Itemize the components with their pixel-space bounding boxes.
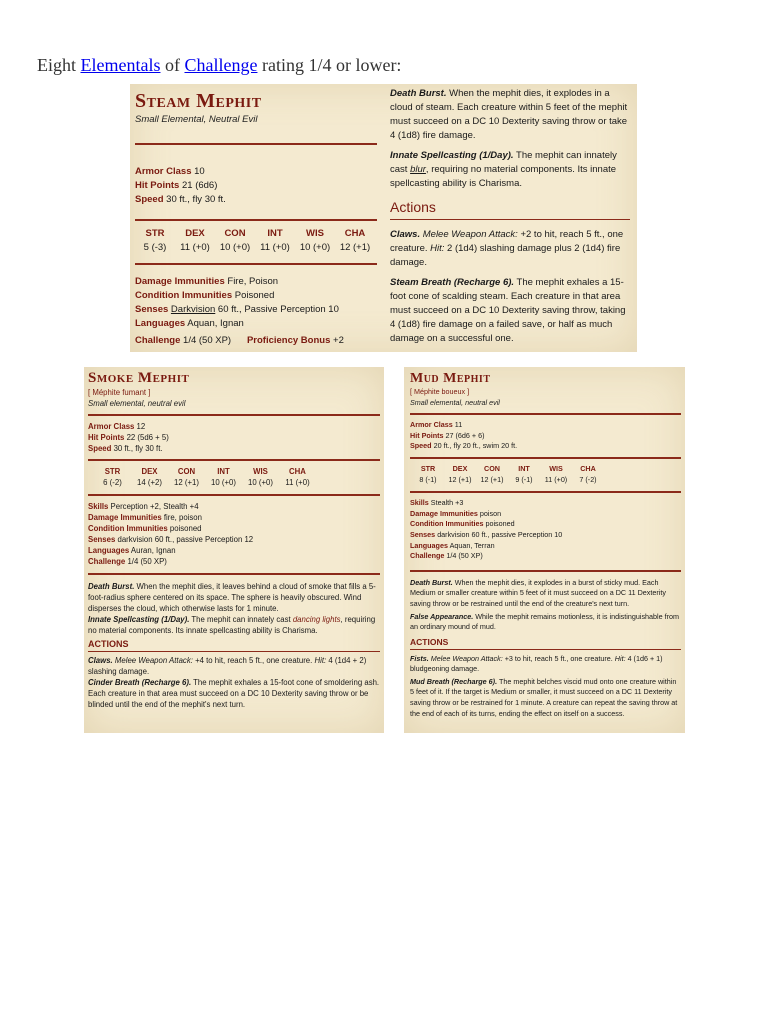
mud-actions-header: ACTIONS — [410, 636, 449, 647]
smoke-senses: Senses darkvision 60 ft., passive Perception 12 — [88, 535, 254, 544]
smoke-title: Smoke Mephit — [88, 370, 190, 386]
intro-mid: of — [164, 55, 180, 75]
mud-dmg-immunities: Damage Immunities poison — [410, 508, 502, 518]
steam-ac: Armor Class 10 — [135, 166, 205, 177]
steam-cha: CHA 12 (+1) — [339, 228, 371, 253]
mud-death-burst: Death Burst. When the mephit dies, it explodes in a burst of sticky mud. Each Medium or smaller creature within 5 feet of it must succeed on a DC 11 Dexterity saving throw or be restrained until the end of the creature's next turn. — [410, 577, 666, 608]
mud-senses: Senses darkvision 60 ft., passive Perception 10 — [410, 529, 563, 539]
steam-mephit-statblock — [130, 84, 637, 352]
steam-languages: Languages Aquan, Ignan — [135, 318, 244, 329]
mud-dex: DEX 12 (+1) — [448, 463, 472, 484]
smoke-divider-3 — [88, 494, 380, 496]
smoke-str: STR 6 (-2) — [103, 467, 122, 487]
steam-int: INT 11 (+0) — [260, 228, 290, 253]
steam-dmg-immunities: Damage Immunities Fire, Poison — [135, 276, 279, 287]
elementals-link[interactable]: Elementals — [80, 55, 161, 75]
steam-dex: DEX 11 (+0) — [180, 228, 210, 253]
steam-senses: Senses Darkvision 60 ft., Passive Perception 10 — [135, 304, 339, 315]
steam-hp: Hit Points 21 (6d6) — [135, 180, 218, 191]
steam-death-burst: Death Burst. When the mephit dies, it explodes in a cloud of steam. Each creature within 5 feet of the mephit must succeed on a DC 10 Dexterity saving throw or take 4 (1d8) fire damage. — [390, 88, 628, 141]
steam-innate: Innate Spellcasting (1/Day). The mephit can innately cast blur, requiring no material components. Its innate spellcasting ability is Charisma. — [390, 150, 617, 189]
smoke-mephit-statblock — [84, 367, 384, 733]
mud-abilities — [410, 464, 681, 485]
intro-prefix: Eight — [37, 55, 76, 75]
smoke-claws: Claws. Melee Weapon Attack: +4 to hit, reach 5 ft., one creature. Hit: 4 (1d4 + 2) slashing damage. — [88, 656, 367, 676]
smoke-speed: Speed 30 ft., fly 30 ft. — [88, 444, 163, 453]
smoke-skills: Skills Perception +2, Stealth +4 — [88, 502, 199, 511]
steam-str: STR 5 (-3) — [143, 228, 167, 253]
steam-actions-header: Actions — [390, 199, 436, 215]
smoke-hp: Hit Points 22 (5d6 + 5) — [88, 433, 169, 442]
mud-hp: Hit Points 27 (6d6 + 6) — [410, 430, 485, 440]
mud-ac: Armor Class 11 — [410, 420, 463, 430]
steam-actions-underline — [390, 219, 630, 220]
mud-fists: Fists. Melee Weapon Attack: +3 to hit, reach 5 ft., one creature. Hit: 4 (1d6 + 1) bludgeoning damage. — [410, 653, 663, 674]
mud-mephit-statblock — [404, 367, 685, 733]
mud-breath: Mud Breath (Recharge 6). The mephit belches viscid mud onto one creature within 5 feet of it. If the target is Medium or smaller, it must succeed on a DC 11 Dexterity saving throw or be restrained for 1 minute. A creature can repeat the saving throw at the end of each of its turns, ending the effect on itself on a success. — [410, 676, 678, 718]
smoke-dmg-immunities: Damage Immunities fire, poison — [88, 513, 202, 522]
smoke-abilities — [88, 466, 380, 488]
steam-divider-1 — [135, 143, 377, 145]
mud-actions-underline — [410, 649, 681, 650]
smoke-con: CON 12 (+1) — [174, 467, 199, 487]
dancing-lights-spell[interactable]: dancing lights — [292, 615, 341, 624]
steam-claws: Claws. Melee Weapon Attack: +2 to hit, reach 5 ft., one creature. Hit: 2 (1d4) slashing damage plus 2 (1d4) fire damage. — [390, 229, 624, 268]
mud-skills: Skills Stealth +3 — [410, 498, 464, 508]
mud-false-appearance: False Appearance. While the mephit remains motionless, it is indistinguishable from an ordinary mound of mud. — [410, 611, 679, 632]
smoke-cha: CHA 11 (+0) — [285, 467, 310, 487]
smoke-divider-4 — [88, 573, 380, 575]
steam-left-column — [135, 90, 377, 348]
steam-abilities — [135, 227, 377, 255]
smoke-innate: Innate Spellcasting (1/Day). The mephit can innately cast dancing lights, requiring no material components. Its innate spellcasting ability is Charisma. — [88, 615, 376, 635]
smoke-wis: WIS 10 (+0) — [248, 467, 273, 487]
smoke-translation: [ Méphite fumant ] — [88, 388, 151, 397]
blur-spell-link[interactable]: blur — [410, 164, 426, 175]
mud-wis: WIS 11 (+0) — [544, 463, 568, 484]
mud-challenge: Challenge 1/4 (50 XP) — [410, 551, 483, 561]
steam-divider-2 — [135, 219, 377, 221]
darkvision-link[interactable]: Darkvision — [170, 304, 216, 315]
mud-str: STR 8 (-1) — [419, 463, 437, 484]
steam-title: Steam Mephit — [135, 90, 262, 112]
smoke-cond-immunities: Condition Immunities poisoned — [88, 524, 202, 533]
smoke-challenge: Challenge 1/4 (50 XP) — [88, 557, 167, 566]
challenge-link[interactable]: Challenge — [184, 55, 258, 75]
steam-breath: Steam Breath (Recharge 6). The mephit exhales a 15-foot cone of scalding steam. Each creature in that area must succeed on a DC 10 Dexterity saving throw, taking 4 (1d8) fire damage on a failed save, or half as much damage on a successful one. — [390, 277, 626, 344]
steam-cond-immunities: Condition Immunities Poisoned — [135, 290, 275, 301]
smoke-int: INT 10 (+0) — [211, 467, 236, 487]
smoke-actions-underline — [88, 651, 380, 652]
steam-type: Small Elemental, Neutral Evil — [135, 114, 258, 125]
mud-cond-immunities: Condition Immunities poisoned — [410, 519, 515, 529]
mud-con: CON 12 (+1) — [480, 463, 504, 484]
mud-title: Mud Mephit — [410, 371, 491, 386]
smoke-divider-2 — [88, 459, 380, 461]
smoke-languages: Languages Auran, Ignan — [88, 546, 176, 555]
steam-wis: WIS 10 (+0) — [299, 228, 331, 253]
intro-line — [37, 55, 401, 76]
smoke-breath: Cinder Breath (Recharge 6). The mephit exhales a 15-foot cone of smoldering ash. Each creature in that area must succeed on a DC 10 Dexterity saving throw or be blinded until the end of the mephit's next turn. — [88, 678, 380, 709]
smoke-actions-header: ACTIONS — [88, 639, 129, 649]
steam-con: CON 10 (+0) — [219, 228, 251, 253]
smoke-death-burst: Death Burst. When the mephit dies, it leaves behind a cloud of smoke that fills a 5-foot-radius sphere centered on its space. The sphere is heavily obscured. Wind disperses the cloud, which otherwise lasts for 1 minute. — [88, 582, 376, 613]
mud-divider-4 — [410, 570, 681, 572]
steam-right-column — [390, 87, 630, 346]
intro-suffix: rating 1/4 or lower: — [261, 55, 402, 75]
mud-divider-1 — [410, 413, 681, 415]
mud-divider-3 — [410, 491, 681, 493]
steam-divider-3 — [135, 263, 377, 265]
mud-type: Small elemental, neutral evil — [410, 397, 500, 407]
mud-cha: CHA 7 (-2) — [579, 463, 597, 484]
smoke-type: Small elemental, neutral evil — [88, 399, 186, 408]
mud-speed: Speed 20 ft., fly 20 ft., swim 20 ft. — [410, 441, 518, 451]
smoke-divider-1 — [88, 414, 380, 416]
steam-challenge: Challenge 1/4 (50 XP) Proficiency Bonus +2 — [135, 335, 344, 346]
smoke-dex: DEX 14 (+2) — [137, 467, 162, 487]
mud-divider-2 — [410, 457, 681, 459]
mud-translation: [ Méphite boueux ] — [410, 387, 470, 396]
steam-speed: Speed 30 ft., fly 30 ft. — [135, 194, 226, 205]
mud-languages: Languages Aquan, Terran — [410, 540, 495, 550]
smoke-ac: Armor Class 12 — [88, 422, 146, 431]
mud-int: INT 9 (-1) — [515, 463, 533, 484]
